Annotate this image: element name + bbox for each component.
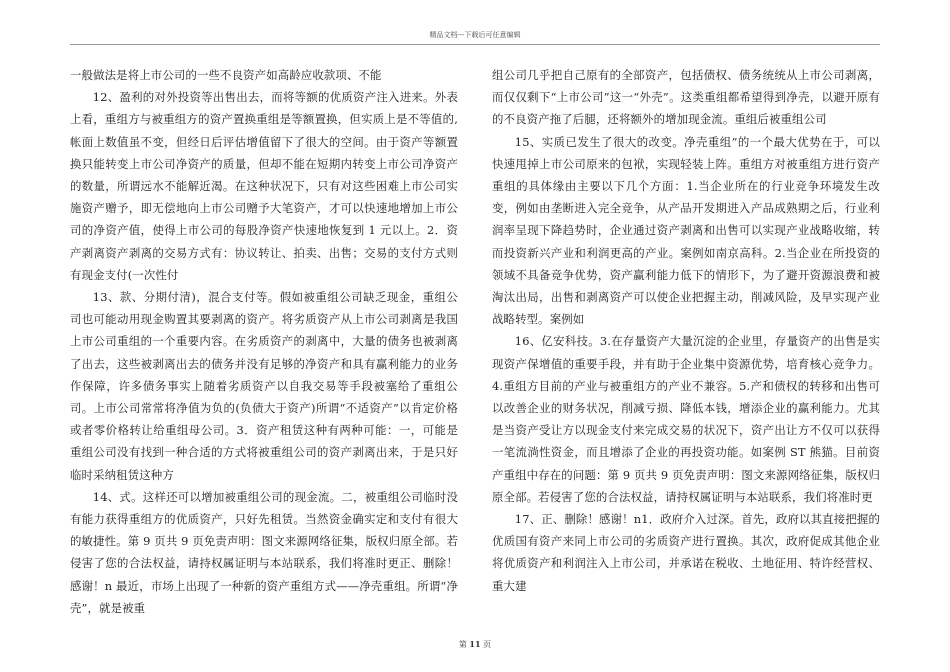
paragraph: 17、正、删除！感谢！n1．政府介入过深。首先，政府以其直接把握的优质国有资产来同上市公司的劣质资产进行置换。其次，政府促成其他企业将优质资产和利润注入上市公司，并承诺在税收、土地征用、特许经营权、重大建 [492, 512, 880, 593]
paragraph: 一般做法是将上市公司的一些不良资产如高龄应收款项、不能 [70, 68, 382, 82]
right-column [492, 64, 880, 597]
footer-suffix: 页 [483, 640, 492, 649]
paragraph: 组公司几乎把自己原有的全部资产，包括债权、债务统统从上市公司剥离，而仅仅剩下“上市公司”这一“外壳”。这类重组都希望得到净壳，以避开原有的不良资产拖了后腿，还将额外的增加现金流。重组后被重组公司 [492, 68, 880, 127]
paragraph: 12、盈利的对外投资等出售出去，而将等额的优质资产注入进来。外表上看，重组方与被重组方的资产置换重组是等额置换，但实质上是不等值的,帐面上数值虽不变，但经日后评估增值留下了很大的空间。由于资产等额置换只能转变上市公司净资产的质量，但却不能在短期内转变上市公司净资产的数量，所谓远水不能解近渴。在这种状况下，只有对这些困难上市公司实施资产赠予，即无偿地向上市公司赠予大笔资产，才可以快速地增加上市公司的净资产值，使得上市公司的每股净资产快速地恢复到 1 元以上。2．资产剥离资产剥离的交易方式有：协议转让、拍卖、出售；交易的支付方式则有现金支付(一次性付 [70, 90, 458, 282]
header-text: 精品文档---下载后可任意编辑 [429, 31, 521, 39]
header-divider [70, 44, 880, 45]
page-header [0, 31, 950, 40]
footer-prefix: 第 [458, 640, 467, 649]
paragraph: 13、款、分期付清)，混合支付等。假如被重组公司缺乏现金，重组公司也可能动用现金购置其要剥离的资产。将劣质资产从上市公司剥离是我国上市公司重组的一个重要内容。在劣质资产的剥离中，大量的债务也被剥离了出去，这些被剥离出去的债务并没有足够的净资产和具有赢利能力的业务作保障，许多债务事实上随着劣质资产以自我交易等手段被塞给了重组公司。上市公司常常将净值为负的(负债大于资产)所谓“不适资产”以肯定价格或者零价格转让给重组母公司。3．资产租赁这种有两种可能：一，可能是重组公司没有找到一种合适的方式将被重组公司的资产剥离出来，于是只好临时采纳租赁这种方 [70, 290, 458, 482]
left-column [70, 64, 458, 619]
paragraph: 15、实质已发生了很大的改变。净壳重组”的一个最大优势在于，可以快速甩掉上市公司原来的包袱，实现轻装上阵。重组方对被重组方进行资产重组的具体缘由主要以下几个方面：1.当企业所在的行业竞争环境发生改变，例如由垄断进入完全竞争，从产品开发期进入产品成熟期之后，行业利润率呈现下降趋势时，企业通过资产剥离和出售可以实现产业战略收缩，转而投资新兴产业和利润更高的产业。案例如南京高科。2.当企业在所投资的领域不具备竞争优势，资产赢利能力低下的情形下，为了避开资源浪费和被淘汰出局，出售和剥离资产可以使企业把握主动，削减风险，及早实现产业战略转型。案例如 [492, 134, 880, 327]
paragraph: 14、式。这样还可以增加被重组公司的现金流。二，被重组公司临时没有能力获得重组方的优质资产，只好先租赁。当然资金确实定和支付有很大的敏捷性。第 9 页共 9 页免责声明：图文来源网络征集，版权归原全部。若侵害了您的合法权益，请持权属证明与本站联系，我们将准时更正、删除！感谢！n 最近，市场上出现了一种新的资产重组方式——净壳重组。所谓“净壳”，就是被重 [70, 489, 458, 615]
page-footer [0, 639, 950, 650]
page-number: 11 [469, 639, 481, 649]
paragraph: 16、亿安科技。3.在存量资产大量沉淀的企业里，存量资产的出售是实现资产保增值的重要手段，并有助于企业集中资源优势，培育核心竞争力。4.重组方目前的产业与被重组方的产业不兼容。5.产和债权的转移和出售可以改善企业的财务状况，削减亏损、降低本钱，增添企业的赢利能力。尤其是当资产受让方以现金支付来完成交易的状况下，资产出让方不仅可以获得一笔流淌性资金，而且增添了企业的再投资功能。如案例 ST 熊猫。目前资产重组中存在的问题：第 9 页共 9 页免责声明：图文来源网络征集，版权归原全部。若侵害了您的合法权益，请持权属证明与本站联系，我们将准时更 [492, 334, 880, 504]
